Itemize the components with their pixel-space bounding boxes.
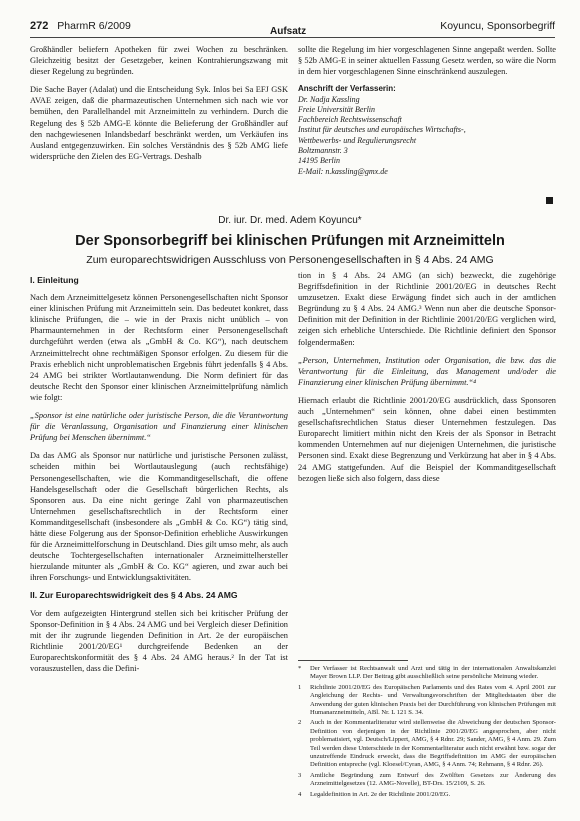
footnote-text: Legaldefinition in Art. 2e der Richtlinie 2001/20/EG. [310, 790, 451, 798]
footnote [298, 719, 556, 769]
footnote [298, 665, 556, 682]
article-right-column [298, 270, 556, 484]
address-line: 14195 Berlin [298, 156, 340, 166]
running-title: Koyuncu, Sponsorbegriff [440, 20, 555, 32]
author-name: Dr. Nadja Kassling [298, 94, 360, 104]
section-heading: I. Einleitung [30, 275, 79, 285]
article-subtitle: Zum europarechtswidrigen Ausschluss von Personengesellschaften in § 4 Abs. 24 AMG [86, 254, 494, 266]
address-line: Fachbereich Rechtswissenschaft [298, 115, 402, 125]
footnote-text: Richtlinie 2001/20/EG des Europäischen Parlaments und des Rates vom 4. April 2001 zur Angleichung der Rechts- und Verwaltungsvorschriften der Mitgliedstaaten über die Anwendung der guten klinischen Praxis bei der Durchführung von klinischen Prüfungen mit Humanarzneimitteln, ABl. Nr. L 121 S. 34. [310, 683, 556, 717]
address-line: Wettbewerbs- und Regulierungsrecht [298, 135, 417, 145]
paragraph: tion in § 4 Abs. 24 AMG (an sich) bezweckt, die zugehörige Begriffsdefinition in der Richtlinie 2001/20/EG in deutsches Recht umzusetzen. Exakt diese Erwägung findet sich auch in der amtlichen Begründung zu § 4 Abs. 24 AMG.³ Wenn nun aber die deutsche Sponsor-Definition mit der Definition in der Richtlinie 2001/20/EG verglichen wird, zeigen sich erhebliche Unterschiede. Die Richtlinie definiert den Sponsor folgendermaßen: [298, 271, 556, 347]
page-header [30, 18, 555, 38]
address-line: Boltzmannstr. 3 [298, 146, 348, 156]
footnote-text: Auch in der Kommentarliteratur wird stellenweise die Abweichung der deutschen Sponsor-Definition von derjenigen in der Richtlinie 2001/20/EG angesprochen, aber nicht problematisiert, vgl. Deutsch/Lippert, AMG, § 4 Rdnr. 29; Sander, AMG, § 4 Anm. 29. Zum Teil werden diese Unterschiede in der Kommentarliteratur auch nicht erwähnt bzw. sogar der unzutreffende Eindruck erweckt, dass die Begriffsdefinition im AMG der europäischen Definition entspreche (vgl. Kloesel/Cyran, AMG, § 4 Anm. 74; Rehmann, § 4 Rdnr. 26). [310, 719, 556, 769]
address-line: Institut für deutsches und europäisches Wirtschafts-, [298, 125, 466, 135]
paragraph: Nach dem Arzneimittelgesetz können Personengesellschaften nicht Sponsor einer klinischen Prüfung mit Arzneimitteln sein. Das bedeutet konkret, dass klinische Prüfungen, die – wie in der Praxis nicht unüblich – von Pharmaunternehmen in der Rechtsform einer Personengesellschaft durchgeführt werden (etwa als „GmbH & Co. KG“), nach deutschem Arzneimittelrecht ohne rechtmäßigen Sponsor erfolgen. Zu diesem für die Praxis erheblich nicht unproblematischen Ergebnis führt jedenfalls § 4 Abs. 24 AMG bei strikter Wortlautanwendung. Die Norm definiert für das deutsche Recht den Sponsor einer klinischen Arzneimittelprüfung nämlich wie folgt: [30, 293, 288, 402]
block-quote: „Person, Unternehmen, Institution oder Organisation, die bzw. das die Verantwortung für die Einleitung, das Management und/oder die Finanzierung einer klinischen Prüfung übernimmt.“⁴ [298, 355, 556, 387]
section-label: Aufsatz [270, 26, 307, 37]
journal-name: PharmR 6/2009 [57, 20, 131, 32]
article-title: Der Sponsorbegriff bei klinischen Prüfungen mit Arzneimitteln [75, 233, 505, 249]
footnote [298, 791, 556, 799]
paragraph: Die Sache Bayer (Adalat) und die Entscheidung Syk. Inlos bei Sa EFJ GSK AVAE zeigen, daß die pharmazeutischen Unternehmen sich nach wie vor bemühen, den Parallelhandel mit Arzneimitteln zu verhindern. Durch die Regelung des § 52b AMG-E könnte die Belieferung der Großhändler auf den nachgewiesenen Inlandsbedarf beschränkt werden, um Verkäufen ins Ausland entgegenzuwirken. Ein solches Verständnis des § 52b AMG liefe widersprüche den Zielen des EG-Vertrags. Deshalb [30, 85, 288, 161]
address-line: Freie Universität Berlin [298, 104, 376, 114]
footnote [298, 684, 556, 718]
header-left [30, 20, 131, 32]
author-address-heading: Anschrift der Verfasserin: [298, 84, 396, 94]
page-number: 272 [30, 20, 49, 32]
paragraph: Vor dem aufgezeigten Hintergrund stellen sich bei kritischer Prüfung der Sponsor-Definition in § 4 Abs. 24 AMG und bei Vergleich dieser Definition mit der ihr zugrunde liegenden Definition in Art. 2e der europäischen Richtlinie 2001/20/EG¹ durchgreifende Bedenken an der Europarechtskonformität des § 4 Abs. 24 AMG heraus.² In der Tat ist vorauszustellen, dass die Defini- [30, 608, 288, 673]
end-of-article-mark [546, 197, 553, 204]
footnote-number: 1 [298, 683, 302, 691]
footnote-rule [298, 660, 408, 661]
paragraph: Hiernach erlaubt die Richtlinie 2001/20/EG ausdrücklich, dass Sponsoren auch „Unternehmen“ sein können, ohne dabei einen bestimmten gesellschaftsrechtlichen Status dieser Unternehmen festzulegen. Das Europarecht limitiert mithin nicht den Kreis der als Sponsor in Betracht kommenden Unternehmen auf nur diejenigen Unternehmen, die juristische Personen sind. Exakt diese Begrenzung und Verkürzung hat aber in § 4 Abs. 24 AMG stattgefunden. Auf die Beispiel der Kommanditgesellschaft bezogen ließe sich also folgern, dass diese [298, 395, 556, 483]
footnote-number: 2 [298, 719, 302, 727]
footnote-number: 4 [298, 790, 302, 798]
article-left-column [30, 270, 288, 674]
paragraph: Großhändler beliefern Apotheken für zwei Wochen zu beschränken. Gleichzeitig besitzt der Gesetzgeber, keinen Kontrahierungszwang mit dieser Regelung zu begründen. [30, 45, 288, 77]
footnote [298, 772, 556, 789]
paragraph: sollte die Regelung im hier vorgeschlagenen Sinne angepaßt werden. Sollte § 52b AMG-E in seiner aktuellen Fassung Gesetz werden, so wäre die Norm in dem hier vorgeschlagenen Sinne einschränkend auszulegen. [298, 45, 556, 77]
header-rule [30, 37, 555, 38]
previous-article-left-column [30, 44, 288, 162]
footnote-text: Amtliche Begründung zum Entwurf des Zwölften Gesetzes zur Änderung des Arzneimittelgesetzes (12. AMG-Novelle), BT-Drs. 15/2109, S. 26. [310, 771, 556, 788]
article-author: Dr. iur. Dr. med. Adem Koyuncu* [218, 215, 362, 226]
footnote-number: 3 [298, 771, 302, 779]
footnote-text: Der Verfasser ist Rechtsanwalt und Arzt und tätig in der internationalen Anwaltskanzlei Mayer Brown LLP. Der Beitrag gibt ausschließlich seine persönliche Meinung wieder. [310, 665, 556, 681]
section-heading: II. Zur Europarechtswidrigkeit des § 4 Abs. 24 AMG [30, 590, 238, 601]
block-quote: „Sponsor ist eine natürliche oder juristische Person, die die Verantwortung für die Veranlassung, Organisation und Finanzierung einer klinischen Prüfung bei Menschen übernimmt.“ [30, 411, 288, 443]
email-address: E-Mail: n.kassling@gmx.de [298, 166, 388, 176]
footnote-number: * [298, 665, 302, 672]
footnotes [298, 665, 556, 801]
paragraph: Da das AMG als Sponsor nur natürliche und juristische Personen zulässt, scheiden mithin bei Wortlautauslegung (auch rechtsfähige) Personengesellschaften, wie die Kommanditgesellschaft, die offene Handelsgesellschaft oder die Gesellschaft bürgerlichen Rechts, als Sponsoren aus. Da eine nicht geringe Zahl von pharmazeutischen Unternehmen gesellschaftsrechtlich in der Rechtsform einer Kommanditgesellschaft (insbesondere als „GmbH & Co. KG“) tätig sind, hätte diese Folgerung aus der Sponsor-Definition erhebliche Auswirkungen für die Arzneimittelforschung in Deutschland. Dies gilt umso mehr, als auch deutsche Tochtergesellschaften internationaler Arzneimittelhersteller hierzulande mitunter als „GmbH & Co. KG“ agieren, und zwar auch bei ihren Forschungs- und Entwicklungsaktivitäten. [30, 451, 288, 583]
author-address [298, 84, 556, 177]
previous-article-right-column [298, 44, 556, 177]
